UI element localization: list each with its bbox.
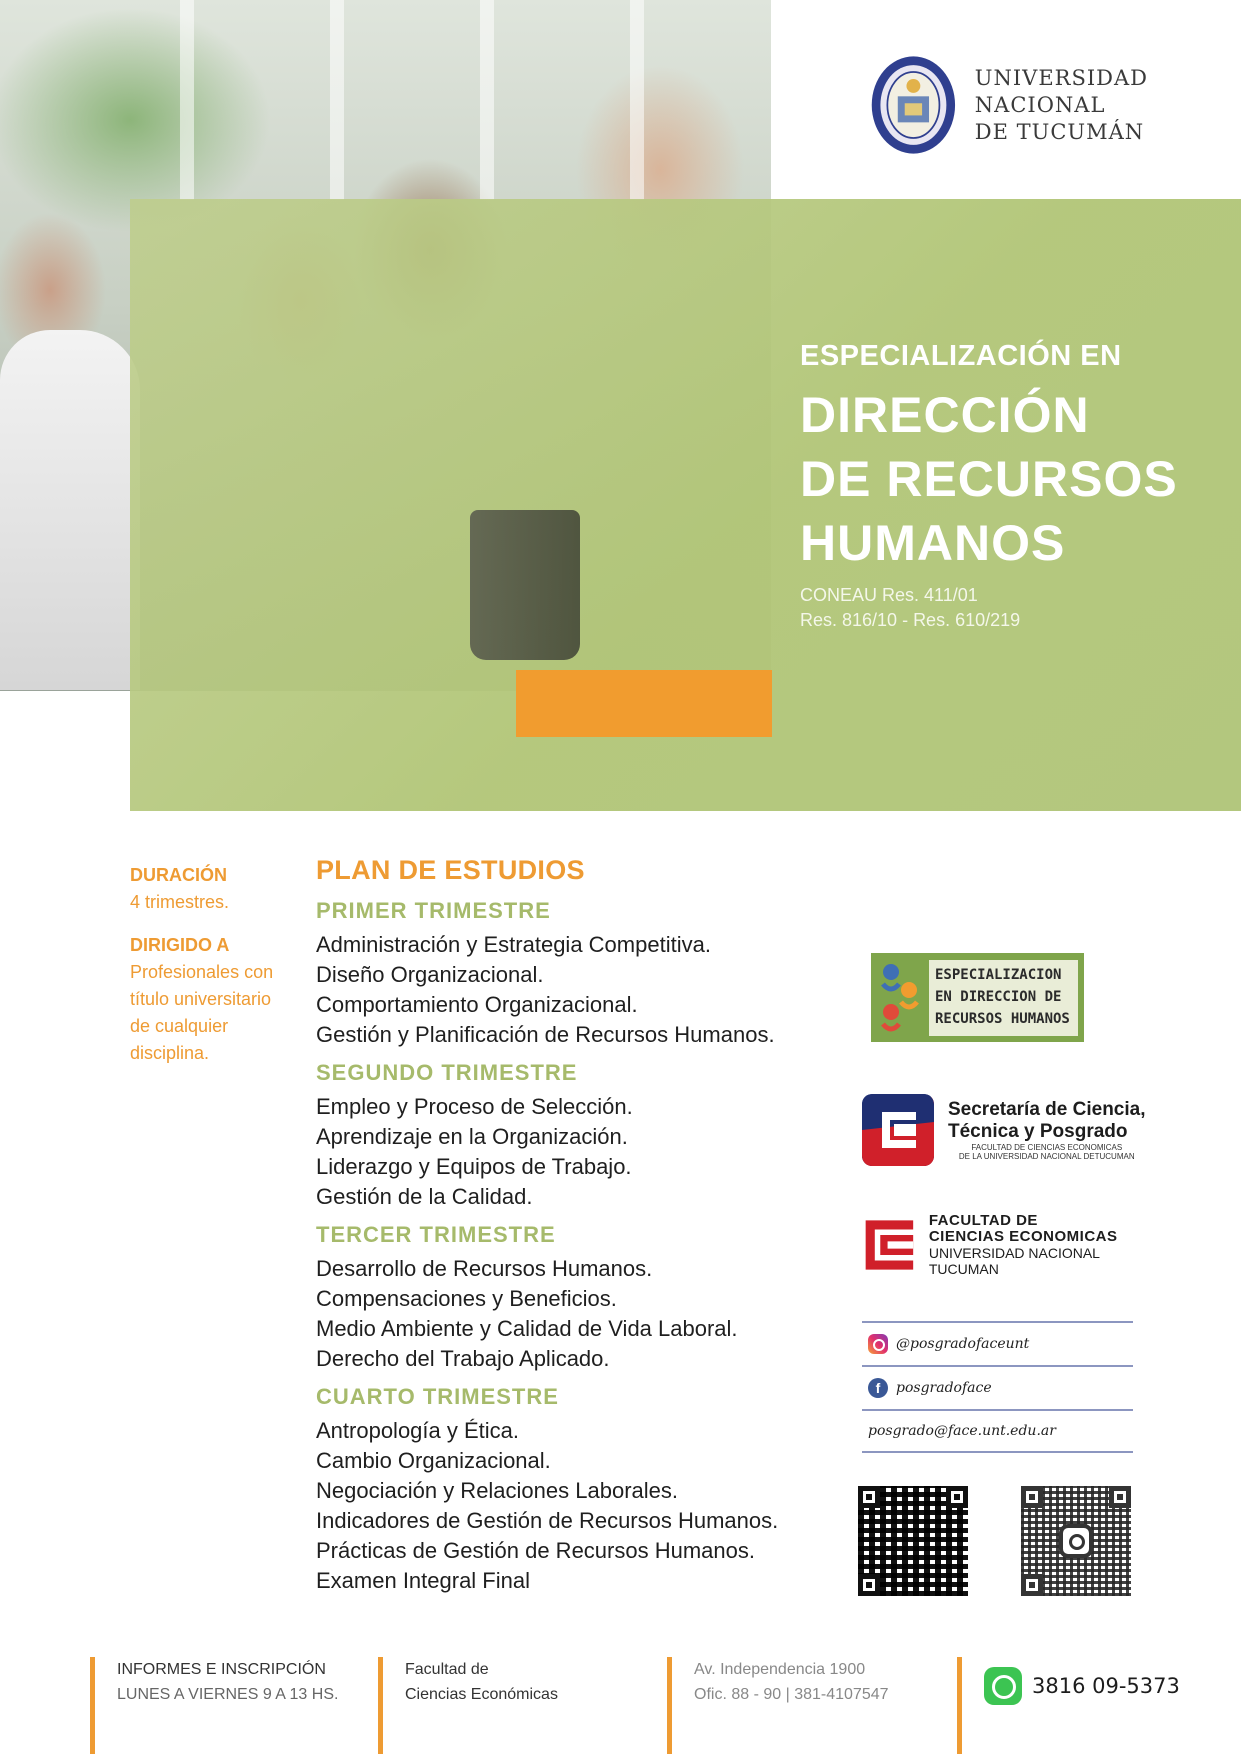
contact-list [862, 1321, 1133, 1453]
course-list [316, 930, 836, 1050]
study-plan [316, 855, 836, 1606]
term-title: SEGUNDO TRIMESTRE [316, 1060, 578, 1085]
footer-informes [90, 1657, 338, 1754]
fce-emblem-icon [862, 1214, 917, 1276]
facebook-icon: f [868, 1378, 888, 1398]
duration-label: DURACIÓN [130, 865, 227, 885]
qr-finder-pattern [1021, 1574, 1043, 1596]
fce-monogram-icon [862, 1094, 934, 1166]
duration-value: 4 trimestres. [130, 892, 230, 912]
qr-finder-pattern [858, 1574, 880, 1596]
course-item: Comportamiento Organizacional. [316, 992, 638, 1017]
secretaria-line: Secretaría de Ciencia, [948, 1099, 1146, 1120]
rrhh-logo-line: EN DIRECCION DE [935, 988, 1062, 1005]
footer-facultad-line: Facultad de [405, 1661, 489, 1678]
course-item: Antropología y Ética. [316, 1418, 520, 1443]
course-item: Cambio Organizacional. [316, 1448, 551, 1473]
facultad-line: FACULTAD DE [928, 1212, 1038, 1229]
facultad-logo [862, 1212, 1152, 1278]
program-info [130, 862, 300, 1067]
facultad-name [929, 1213, 1152, 1277]
unt-logo [858, 40, 1148, 170]
unt-seal-icon [870, 47, 957, 163]
accreditation-info [800, 583, 1178, 633]
facebook-handle: posgradoface [896, 1380, 992, 1396]
course-item: Medio Ambiente y Calidad de Vida Laboral. [316, 1316, 738, 1341]
qr-finder-pattern [858, 1486, 880, 1508]
course-item: Empleo y Proceso de Selección. [316, 1094, 633, 1119]
qr-finder-pattern [1021, 1486, 1043, 1508]
secretaria-logo [862, 1090, 1152, 1170]
course-item: Compensaciones y Beneficios. [316, 1286, 617, 1311]
coffee-cup-illustration [470, 510, 580, 660]
course-list [316, 1416, 836, 1596]
secretaria-name [948, 1099, 1146, 1161]
footer-whatsapp[interactable] [957, 1657, 1180, 1754]
course-list [316, 1254, 836, 1374]
program-kicker: ESPECIALIZACIÓN EN [800, 340, 1122, 372]
study-plan-title: PLAN DE ESTUDIOS [316, 855, 585, 885]
footer-facultad [378, 1657, 558, 1754]
university-name-line: DE TUCUMÁN [974, 119, 1145, 144]
university-name [975, 65, 1148, 146]
rrhh-logo-text [929, 960, 1078, 1036]
audience-line: disciplina. [130, 1043, 210, 1063]
secretaria-subline: DE LA UNIVERSIDAD NACIONAL DETUCUMAN [958, 1152, 1135, 1161]
course-item: Gestión y Planificación de Recursos Humanos. [316, 1022, 775, 1047]
footer-informes-title: INFORMES E INSCRIPCIÓN [117, 1661, 326, 1678]
course-item: Liderazgo y Equipos de Trabajo. [316, 1154, 632, 1179]
hero-heading [800, 340, 1178, 633]
audience-line: título universitario [130, 989, 272, 1009]
people-figures-icon [877, 960, 923, 1036]
footer-address [667, 1657, 889, 1754]
whatsapp-icon [984, 1667, 1022, 1705]
program-title-line: HUMANOS [800, 515, 1066, 571]
course-list [316, 1092, 836, 1212]
rrhh-logo-line: RECURSOS HUMANOS [935, 1010, 1070, 1027]
course-item: Diseño Organizacional. [316, 962, 544, 987]
audience-label: DIRIGIDO A [130, 935, 230, 955]
course-item: Gestión de la Calidad. [316, 1184, 533, 1209]
instagram-qr-code[interactable] [1021, 1486, 1131, 1596]
course-item: Indicadores de Gestión de Recursos Humanos. [316, 1508, 779, 1533]
photo-window-frame [180, 0, 780, 200]
orange-accent-block [516, 670, 772, 737]
qr-finder-pattern [1109, 1486, 1131, 1508]
program-title-line: DE RECURSOS [800, 451, 1178, 507]
university-name-line: UNIVERSIDAD [974, 65, 1148, 90]
photo-person-shirt [0, 330, 140, 690]
audience-line: Profesionales con [130, 962, 274, 982]
course-item: Prácticas de Gestión de Recursos Humanos. [316, 1538, 755, 1563]
facultad-line: CIENCIAS ECONOMICAS [928, 1228, 1118, 1245]
qr-code[interactable] [858, 1486, 968, 1596]
course-item: Aprendizaje en la Organización. [316, 1124, 628, 1149]
term-title: CUARTO TRIMESTRE [316, 1384, 559, 1409]
instagram-handle: @posgradofaceunt [896, 1336, 1030, 1352]
audience-line: de cualquier [130, 1016, 229, 1036]
course-item: Desarrollo de Recursos Humanos. [316, 1256, 653, 1281]
rrhh-logo-line: ESPECIALIZACION [935, 966, 1062, 983]
secretaria-subline: FACULTAD DE CIENCIAS ECONOMICAS [971, 1143, 1123, 1152]
rrhh-program-logo [871, 953, 1084, 1042]
facebook-link[interactable] [862, 1365, 1133, 1409]
footer-informes-hours: LUNES A VIERNES 9 A 13 HS. [117, 1686, 339, 1703]
course-item: Examen Integral Final [316, 1568, 530, 1593]
footer-address-line: Ofic. 88 - 90 | 381-4107547 [694, 1686, 889, 1703]
email-address: posgrado@face.unt.edu.ar [868, 1423, 1056, 1439]
program-title [800, 383, 1178, 575]
qr-finder-pattern [946, 1486, 968, 1508]
instagram-link[interactable] [862, 1321, 1133, 1365]
whatsapp-number: 3816 09-5373 [1032, 1674, 1180, 1698]
accreditation-line: Res. 816/10 - Res. 610/219 [800, 610, 1021, 630]
accreditation-line: CONEAU Res. 411/01 [800, 585, 978, 605]
footer-facultad-line: Ciencias Económicas [405, 1686, 558, 1703]
secretaria-line: Técnica y Posgrado [948, 1121, 1128, 1142]
course-item: Administración y Estrategia Competitiva. [316, 932, 711, 957]
course-item: Negociación y Relaciones Laborales. [316, 1478, 678, 1503]
course-item: Derecho del Trabajo Aplicado. [316, 1346, 610, 1371]
program-title-line: DIRECCIÓN [800, 387, 1090, 443]
university-name-line: NACIONAL [974, 92, 1106, 117]
term-title: PRIMER TRIMESTRE [316, 898, 551, 923]
facultad-line: UNIVERSIDAD NACIONAL TUCUMAN [928, 1245, 1100, 1277]
email-link[interactable] [862, 1409, 1133, 1453]
term-title: TERCER TRIMESTRE [316, 1222, 556, 1247]
instagram-icon [1059, 1524, 1093, 1558]
instagram-icon [868, 1334, 888, 1354]
footer-address-line: Av. Independencia 1900 [694, 1661, 866, 1678]
